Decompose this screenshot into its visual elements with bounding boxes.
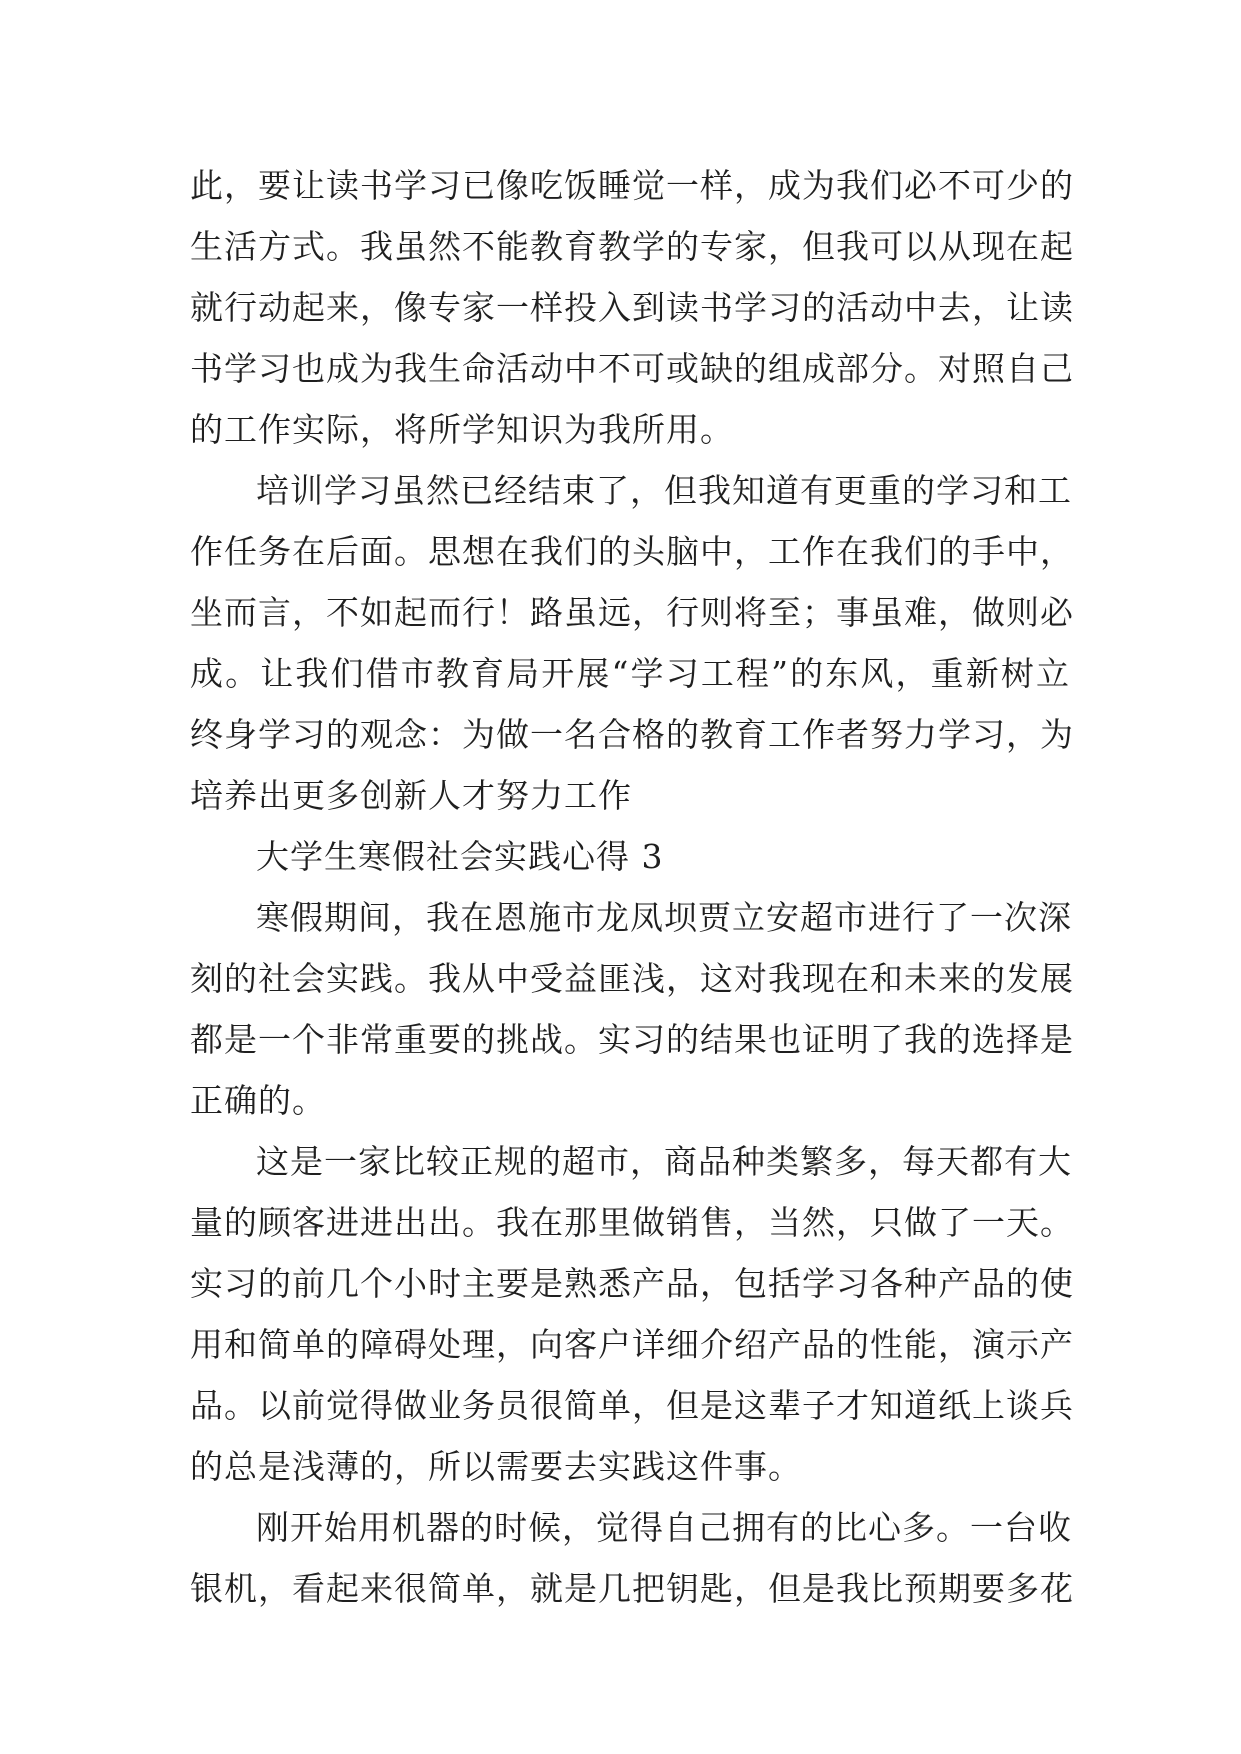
paragraph-4 [190,1131,1074,1497]
text-line: 实习的前几个小时主要是熟悉产品，包括学习各种产品的使 [190,1264,1074,1303]
paragraph-2 [190,460,1074,826]
section-heading [190,826,1070,887]
text-line: 此，要让读书学习已像吃饭睡觉一样，成为我们必不可少的 [190,166,1074,205]
text-line: 成。让我们借市教育局开展“学习工程”的东风，重新树立 [190,654,1070,693]
text-line: 就行动起来，像专家一样投入到读书学习的活动中去，让读 [190,288,1074,327]
text-line: 作任务在后面。思想在我们的头脑中，工作在我们的手中， [190,532,1074,571]
text-line: 寒假期间，我在恩施市龙凤坝贾立安超市进行了一次深 [256,898,1072,937]
text-line: 品。以前觉得做业务员很简单，但是这辈子才知道纸上谈兵 [190,1386,1074,1425]
text-line: 都是一个非常重要的挑战。实习的结果也证明了我的选择是 [190,1020,1074,1059]
text-line: 终身学习的观念：为做一名合格的教育工作者努力学习，为 [190,715,1074,754]
text-line: 刻的社会实践。我从中受益匪浅，这对我现在和未来的发展 [190,959,1074,998]
text-line: 培训学习虽然已经结束了，但我知道有更重的学习和工 [256,471,1072,510]
paragraph-3 [190,887,1074,1131]
text-line: 书学习也成为我生命活动中不可或缺的组成部分。对照自己 [190,349,1074,388]
section-heading-text: 大学生寒假社会实践心得 3 [256,837,664,876]
text-line: 这是一家比较正规的超市，商品种类繁多，每天都有大 [256,1142,1072,1181]
paragraph-5 [190,1497,1074,1619]
text-line: 量的顾客进进出出。我在那里做销售，当然，只做了一天。 [190,1203,1074,1242]
text-line: 培养出更多创新人才努力工作 [190,776,632,815]
text-line: 用和简单的障碍处理，向客户详细介绍产品的性能，演示产 [190,1325,1074,1364]
text-line: 坐而言，不如起而行！路虽远，行则将至；事虽难，做则必 [190,593,1074,632]
text-line: 的工作实际，将所学知识为我所用。 [190,410,734,449]
document-body [190,155,1074,1619]
paragraph-1 [190,155,1074,460]
text-line: 的总是浅薄的，所以需要去实践这件事。 [190,1447,802,1486]
text-line: 银机，看起来很简单，就是几把钥匙，但是我比预期要多花 [190,1569,1074,1608]
text-line: 正确的。 [190,1081,326,1120]
text-line: 生活方式。我虽然不能教育教学的专家，但我可以从现在起 [190,227,1074,266]
text-line: 刚开始用机器的时候，觉得自己拥有的比心多。一台收 [256,1508,1072,1547]
